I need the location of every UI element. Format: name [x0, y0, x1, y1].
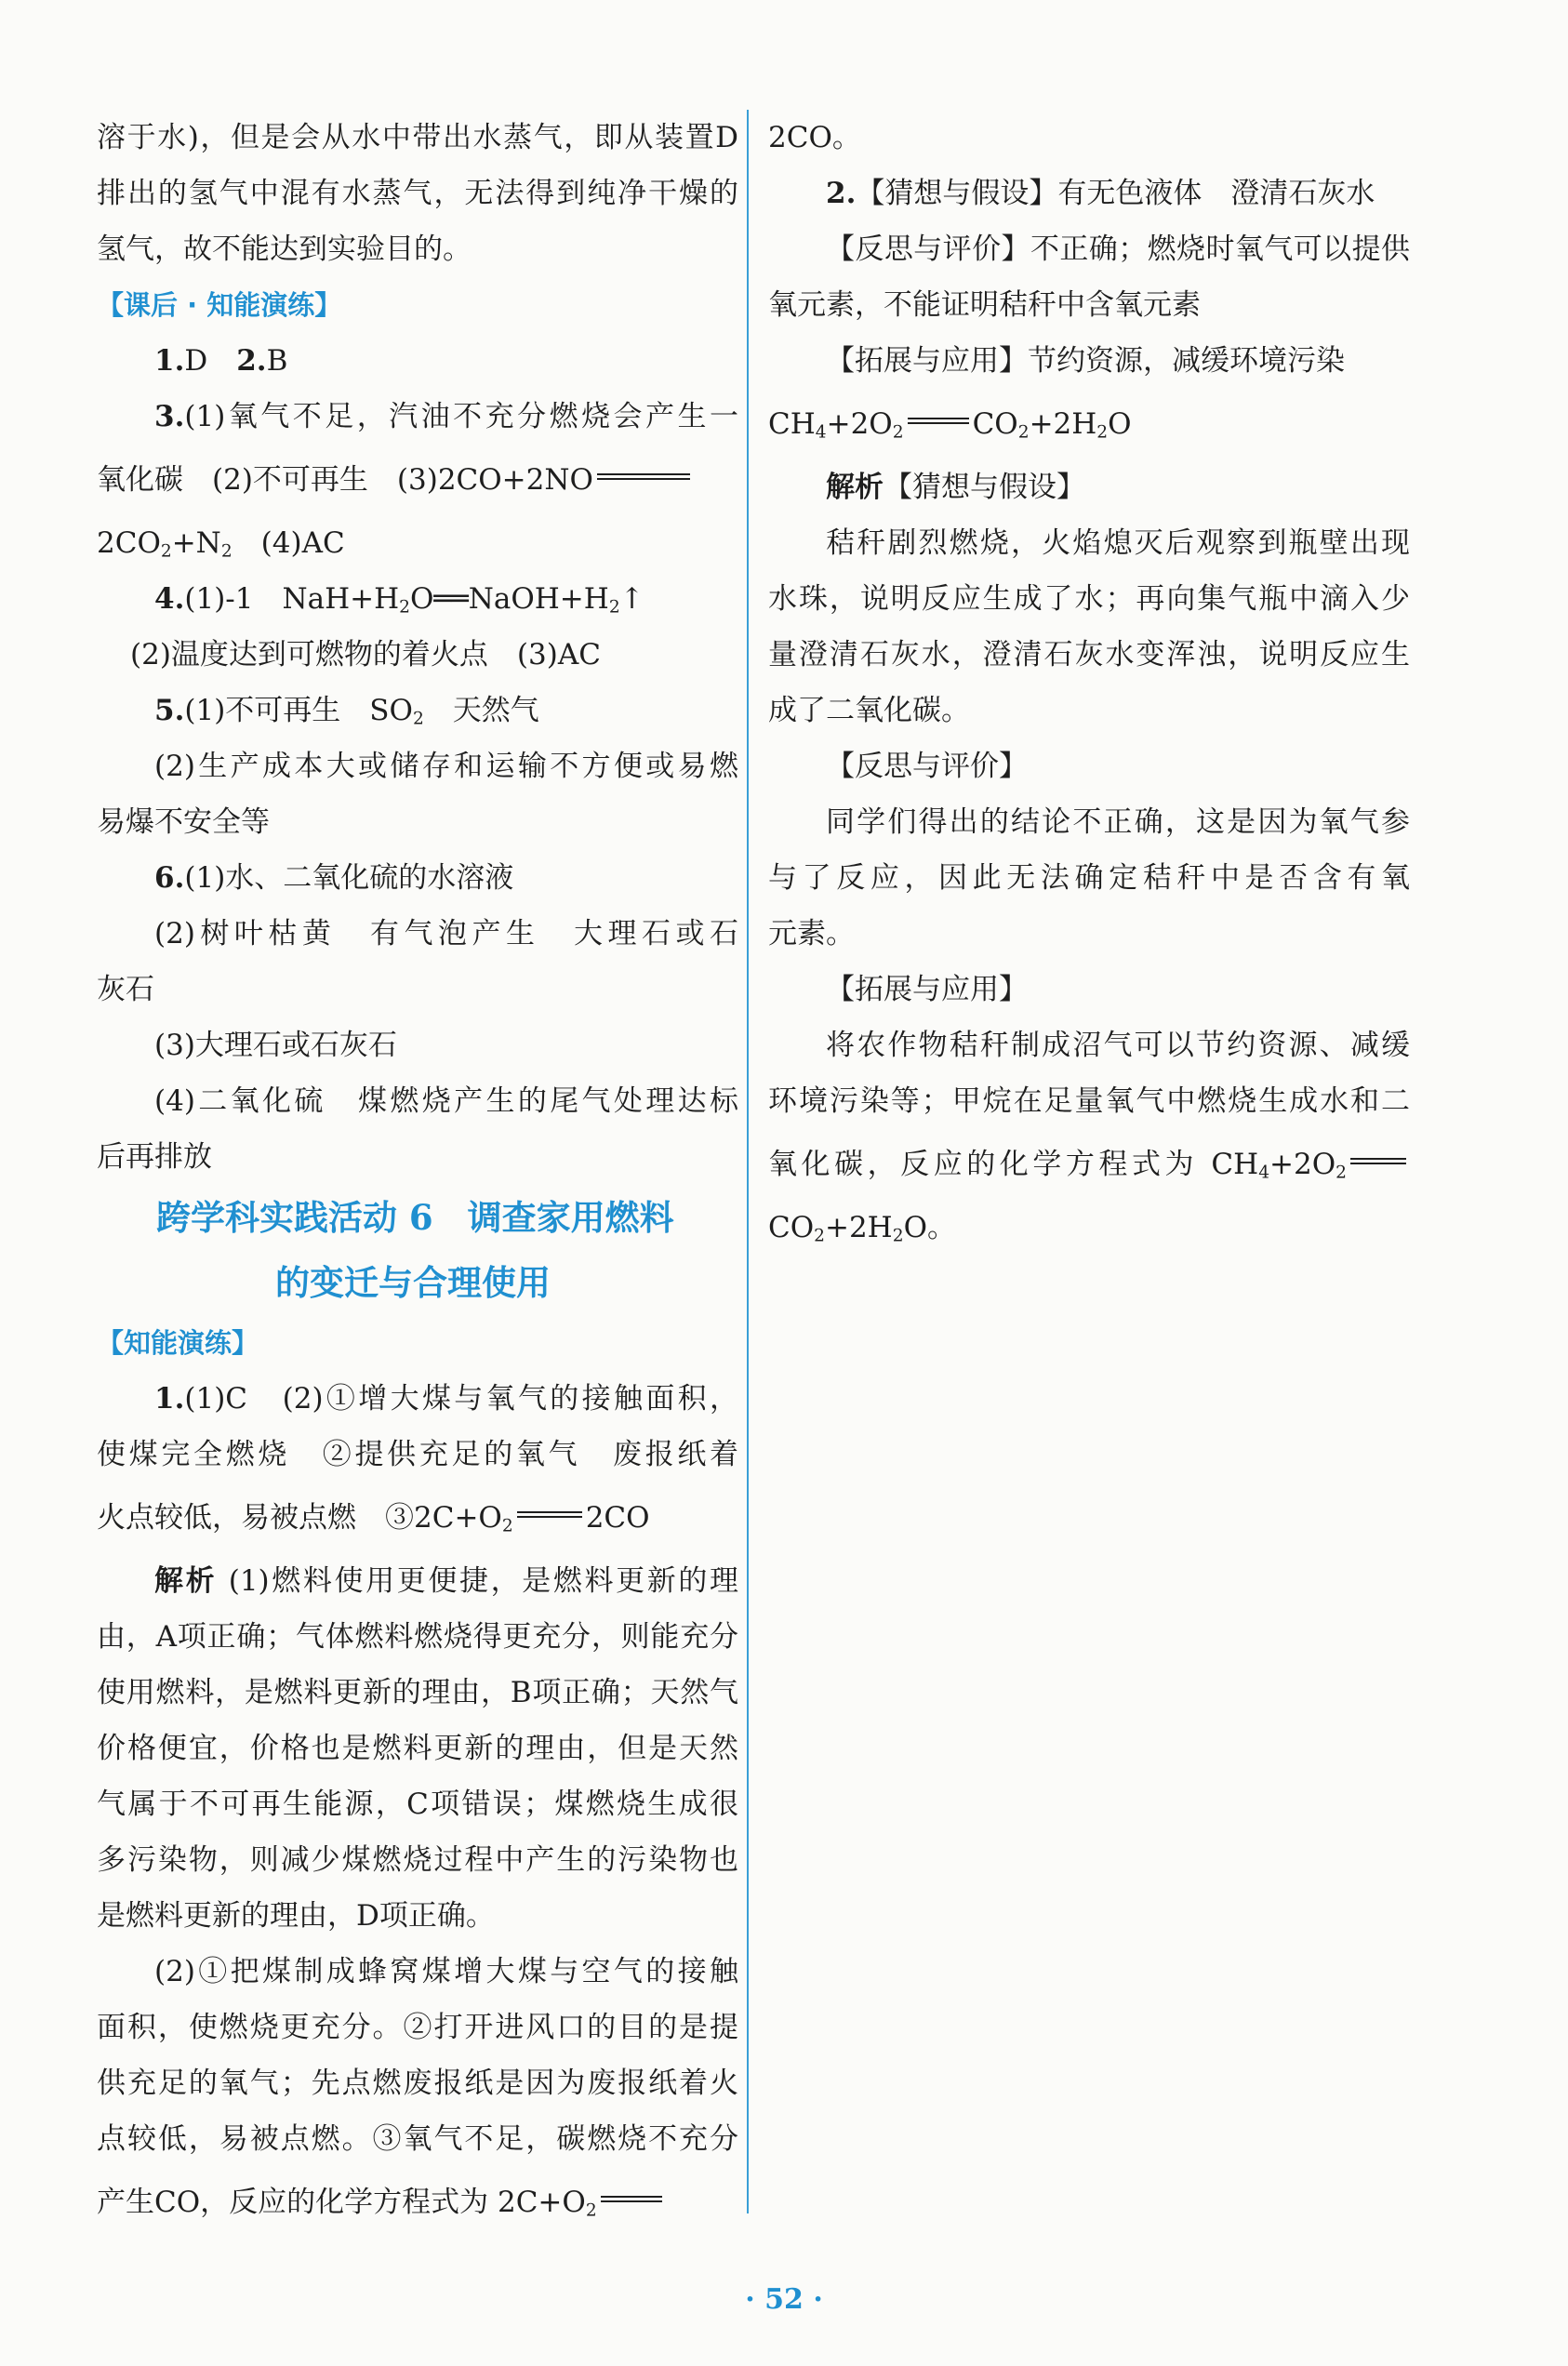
r-analysis-head: 解析【猜想与假设】	[826, 471, 1085, 504]
analysis-1-line-3: 使用燃料，是燃料更新的理由，B项正确；天然气	[97, 1676, 738, 1709]
q5-number: 5.	[154, 694, 185, 727]
ignite-condition-3	[908, 389, 969, 459]
analysis-1-line-5: 气属于不可再生能源，C项错误；煤燃烧生成很	[97, 1788, 738, 1821]
analysis-1-line-4: 价格便宜，价格也是燃料更新的理由，但是天然	[97, 1732, 738, 1765]
section-heading-practice: 【知能演练】	[97, 1327, 259, 1359]
analysis-1-line-2: 由，A项正确；气体燃料燃烧得更充分，则能充分	[97, 1620, 738, 1654]
head-reflect: 【反思与评价】	[826, 750, 1028, 783]
q6-line-1: 6.(1)水、二氧化硫的水溶液	[154, 861, 514, 895]
reflect-line-1: 【反思与评价】不正确；燃烧时氧气可以提供	[826, 233, 1410, 266]
k1-line-2: 使煤完全燃烧 ②提供充足的氧气 废报纸着	[97, 1438, 738, 1471]
ignite-condition	[517, 1482, 582, 1553]
para2-line-1: 同学们得出的结论不正确，这是因为氧气参	[826, 805, 1410, 839]
expand-line: 【拓展与应用】节约资源，减缓环境污染	[826, 344, 1345, 378]
q3-text-1: (1)氧气不足，汽油不充分燃烧会产生一	[184, 400, 738, 433]
q6-line-4: (3)大理石或石灰石	[154, 1029, 397, 1062]
analysis-2-line-4: 点较低，易被点燃。③氧气不足，碳燃烧不充分	[97, 2122, 738, 2156]
analysis-2-line-1: (2)①把煤制成蜂窝煤增大煤与空气的接触	[154, 1955, 738, 1988]
q3-text-2: 氧化碳 (2)不可再生 (3)2CO+2NO	[97, 463, 593, 497]
intro-line-2: 排出的氢气中混有水蒸气，无法得到纯净干燥的	[97, 177, 738, 210]
k1-line-3: 火点较低，易被点燃 $③2C+O_2$ 2CO	[97, 1482, 738, 1553]
q6-line-6: 后再排放	[97, 1140, 212, 1174]
para1-line-2: 水珠，说明反应生成了水；再向集气瓶中滴入少	[768, 582, 1410, 616]
q4-line-2: (2)温度达到可燃物的着火点 (3)AC	[130, 638, 601, 671]
q2-number: 2.	[236, 344, 267, 378]
activity-title-line-2: 的变迁与合理使用	[275, 1262, 551, 1303]
para3-line-4: $CO_2+2H_2O$。	[768, 1211, 956, 1246]
catalyst-condition	[597, 445, 690, 515]
ignite-condition-2	[601, 2167, 662, 2238]
para2-line-2: 与了反应，因此无法确定秸秆中是否含有氧	[768, 861, 1410, 895]
analysis-1-line-1: 解析 (1)燃料使用更便捷，是燃料更新的理	[154, 1564, 738, 1598]
column-divider	[747, 110, 749, 2213]
para1-line-1: 秸秆剧烈燃烧，火焰熄灭后观察到瓶壁出现	[826, 526, 1410, 560]
para1-line-4: 成了二氧化碳。	[768, 694, 970, 727]
methane-equation: $CH_4+2O_2$ $CO_2+2H_2O$	[768, 389, 1410, 459]
q3-line-1	[97, 389, 738, 445]
r-analysis-label: 解析	[826, 471, 884, 504]
q6-number: 6.	[154, 861, 185, 895]
right-top-line: 2CO。	[768, 121, 861, 154]
q6-line-2: (2)树叶枯黄 有气泡产生 大理石或石	[154, 917, 738, 950]
reflect-line-2: 氧元素，不能证明秸秆中含氧元素	[768, 288, 1201, 322]
r2-number: 2.	[826, 177, 857, 210]
analysis-label: 解析	[154, 1564, 218, 1598]
k1-line-1: 1.(1)C (2)①增大煤与氧气的接触面积，	[154, 1382, 738, 1416]
q5-line-3: 易爆不安全等	[97, 805, 270, 839]
para3-line-2: 环境污染等；甲烷在足量氧气中燃烧生成水和二	[768, 1084, 1410, 1118]
intro-line-3: 氢气，故不能达到实验目的。	[97, 233, 472, 266]
para3-line-3: 氧化碳，反应的化学方程式为 $CH_4+2O_2$	[768, 1129, 1410, 1200]
analysis-2-line-5: 产生CO，反应的化学方程式为 $2C+O_2$	[97, 2167, 738, 2238]
k1-number: 1.	[154, 1382, 185, 1416]
q3-number: 3.	[154, 400, 185, 433]
q6-line-5: (4)二氧化硫 煤燃烧产生的尾气处理达标	[154, 1084, 738, 1118]
head-expand: 【拓展与应用】	[826, 973, 1028, 1006]
q4-number: 4.	[154, 582, 185, 616]
q1-answer: D	[184, 344, 208, 378]
intro-line-1: 溶于水)，但是会从水中带出水蒸气，即从装置D	[97, 121, 738, 154]
q2-answer: B	[266, 344, 288, 378]
answer-1-2	[97, 333, 738, 389]
right-column	[768, 110, 1410, 1256]
para1-line-3: 量澄清石灰水，澄清石灰水变浑浊，说明反应生	[768, 638, 1410, 671]
q6-line-3: 灰石	[97, 973, 154, 1006]
analysis-2-line-2: 面积，使燃烧更充分。②打开进风口的目的是提	[97, 2011, 738, 2044]
activity-title-line-1: 跨学科实践活动 6 调查家用燃料	[156, 1197, 674, 1238]
q3-line-2	[97, 445, 738, 515]
q5-line-2: (2)生产成本大或储存和运输不方便或易燃	[154, 750, 738, 783]
para2-line-3: 元素。	[768, 917, 855, 950]
gas-arrow-icon: ↑	[619, 582, 644, 616]
analysis-1-line-7: 是燃料更新的理由，D项正确。	[97, 1899, 495, 1933]
page-number: · 52 ·	[745, 2283, 823, 2316]
q1-number: 1.	[154, 344, 185, 378]
left-column	[97, 110, 738, 2238]
q3-product: 2CO	[97, 526, 161, 560]
analysis-2-line-3: 供充足的氧气；先点燃废报纸是因为废报纸着火	[97, 2067, 738, 2100]
r2-line-1: 2.【猜想与假设】有无色液体 澄清石灰水	[826, 177, 1375, 210]
para3-line-1: 将农作物秸秆制成沼气可以节约资源、减缓	[826, 1029, 1410, 1062]
ignite-condition-4	[1350, 1129, 1406, 1200]
q5-line-1: 5.(1)不可再生 $SO_2$ 天然气	[154, 694, 539, 729]
q4-line-1: 4.(1)-1 $NaH+H_2O══NaOH+H_2↑$	[154, 582, 644, 618]
equals-sign: ══	[433, 582, 469, 616]
q3-line-3: $2CO_2+N_2$ (4)AC	[97, 526, 345, 562]
analysis-1-line-6: 多污染物，则减少煤燃烧过程中产生的污染物也	[97, 1843, 738, 1877]
section-heading-after-class: 【课后 · 知能演练】	[97, 289, 342, 321]
